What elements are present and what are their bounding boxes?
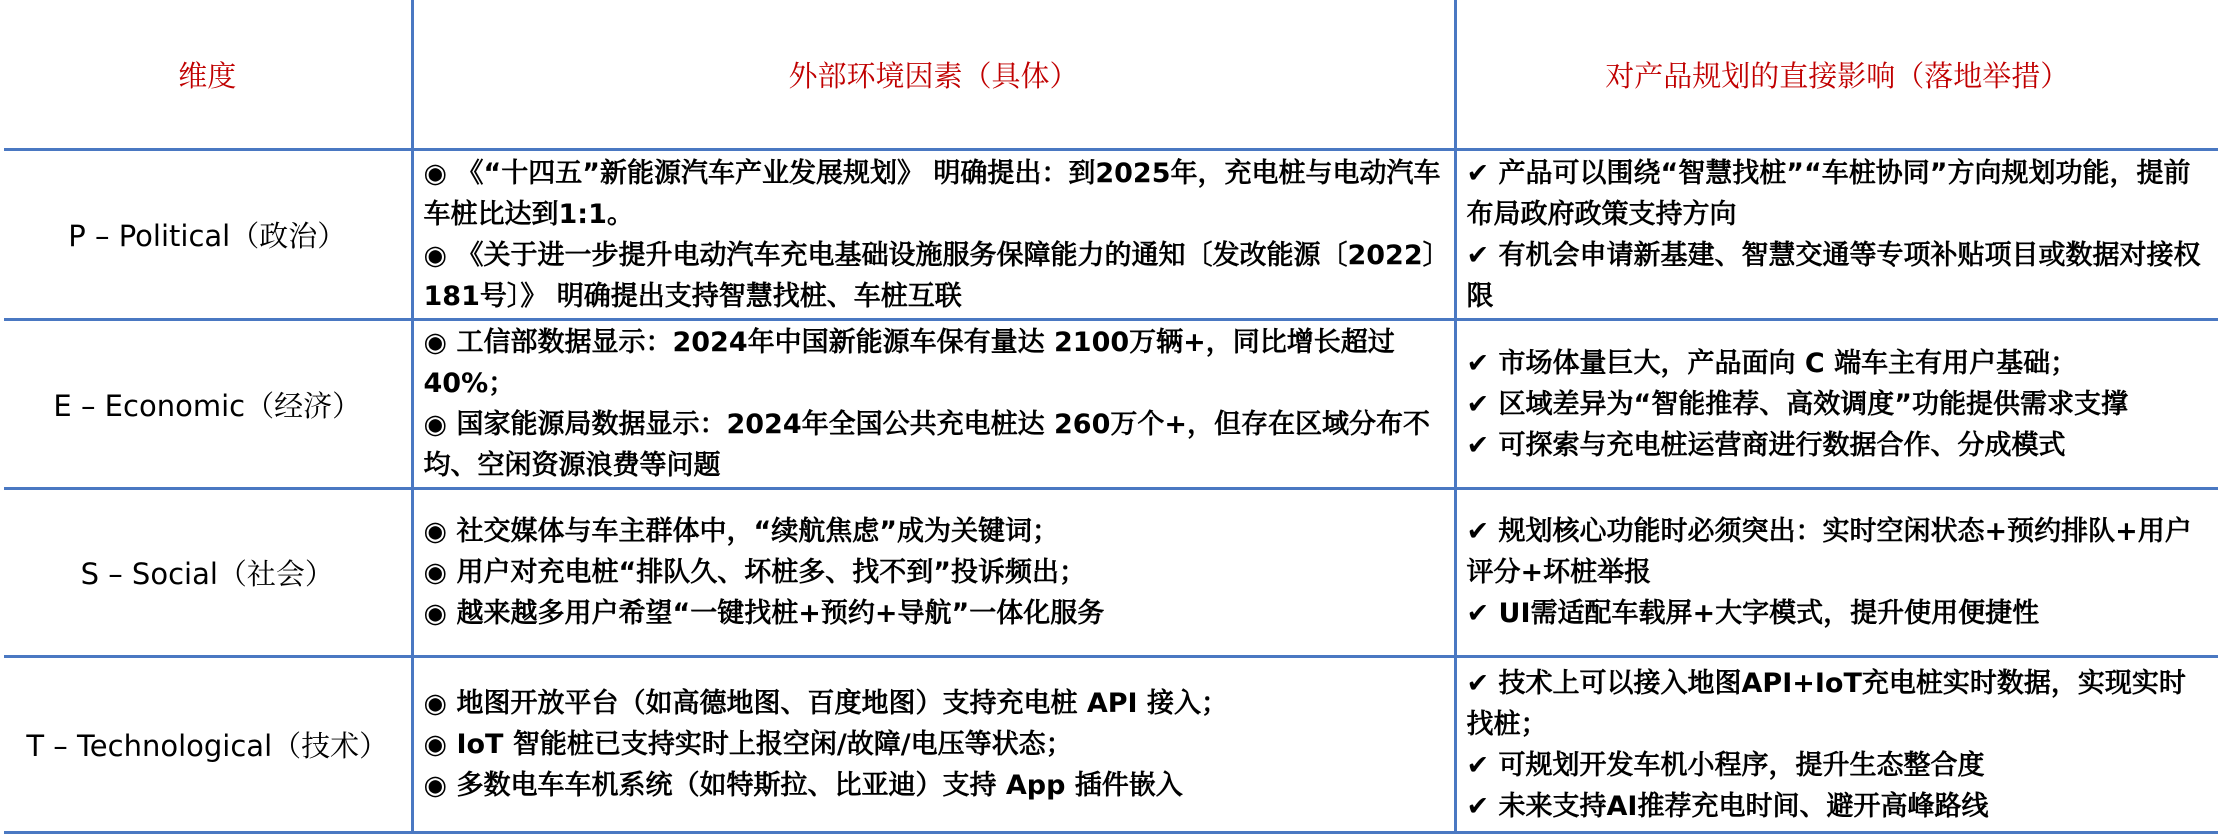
factor-item: ◉ 工信部数据显示：2024年中国新能源车保有量达 2100万辆+，同比增长超过40%； bbox=[423, 327, 1395, 399]
header-factors: 外部环境因素（具体） bbox=[412, 0, 1455, 150]
dimension-cell: P – Political（政治） bbox=[4, 150, 412, 320]
impact-item: ✔ 产品可以围绕“智慧找桩”“车桩协同”方向规划功能，提前布局政府政策支持方向 bbox=[1466, 157, 2191, 230]
impact-item: ✔ 区域差异为“智能推荐、高效调度”功能提供需求支撑 bbox=[1466, 388, 2129, 420]
factors-cell bbox=[412, 320, 1455, 489]
factor-item: ◉ 用户对充电桩“排队久、坏桩多、找不到”投诉频出； bbox=[423, 557, 1086, 588]
dimension-cell: E – Economic（经济） bbox=[4, 320, 412, 489]
table-row-technological bbox=[4, 657, 2218, 833]
factor-item: ◉ 多数电车车机系统（如特斯拉、比亚迪）支持 App 插件嵌入 bbox=[423, 770, 1183, 801]
header-impact: 对产品规划的直接影响（落地举措） bbox=[1455, 0, 2218, 150]
dimension-cell: S – Social（社会） bbox=[4, 489, 412, 657]
factor-item: ◉ IoT 智能桩已支持实时上报空闲/故障/电压等状态； bbox=[423, 729, 1073, 760]
impacts-cell bbox=[1455, 150, 2218, 320]
factor-item: ◉ 越来越多用户希望“一键找桩+预约+导航”一体化服务 bbox=[423, 598, 1105, 629]
dimension-cell: T – Technological（技术） bbox=[4, 657, 412, 833]
impact-item: ✔ 技术上可以接入地图API+IoT充电桩实时数据，实现实时找桩； bbox=[1466, 667, 2186, 740]
impacts-cell bbox=[1455, 657, 2218, 833]
impacts-cell bbox=[1455, 320, 2218, 489]
impact-item: ✔ 规划核心功能时必须突出：实时空闲状态+预约排队+用户评分+坏桩举报 bbox=[1466, 516, 2192, 588]
factor-item: ◉ 《“十四五”新能源汽车产业发展规划》 明确提出：到2025年，充电桩与电动汽车车桩比达到1:1。 bbox=[423, 157, 1441, 230]
table-row-economic bbox=[4, 320, 2218, 489]
factor-item: ◉ 地图开放平台（如高德地图、百度地图）支持充电桩 API 接入； bbox=[423, 688, 1228, 719]
header-dimension: 维度 bbox=[4, 0, 412, 150]
factors-cell bbox=[412, 489, 1455, 657]
header-row bbox=[4, 0, 2218, 150]
pest-analysis-table bbox=[4, 0, 2218, 834]
factors-cell bbox=[412, 657, 1455, 833]
impacts-cell bbox=[1455, 489, 2218, 657]
factor-item: ◉ 社交媒体与车主群体中，“续航焦虑”成为关键词； bbox=[423, 516, 1059, 547]
impact-item: ✔ 市场体量巨大，产品面向 C 端车主有用户基础； bbox=[1466, 347, 2078, 379]
impact-item: ✔ 未来支持AI推荐充电时间、避开高峰路线 bbox=[1466, 790, 1989, 822]
impact-item: ✔ 可探索与充电桩运营商进行数据合作、分成模式 bbox=[1466, 429, 2066, 461]
impact-item: ✔ UI需适配车载屏+大字模式，提升使用便捷性 bbox=[1466, 598, 2040, 629]
table-row-political bbox=[4, 150, 2218, 320]
factors-cell bbox=[412, 150, 1455, 320]
factor-item: ◉ 《关于进一步提升电动汽车充电基础设施服务保障能力的通知〔发改能源〔2022〕181号〕》 明确提出支持智慧找桩、车桩互联 bbox=[423, 239, 1437, 312]
table-row-social bbox=[4, 489, 2218, 657]
factor-item: ◉ 国家能源局数据显示：2024年全国公共充电桩达 260万个+，但存在区域分布不均、空闲资源浪费等问题 bbox=[423, 409, 1430, 481]
impact-item: ✔ 有机会申请新基建、智慧交通等专项补贴项目或数据对接权限 bbox=[1466, 239, 2201, 312]
impact-item: ✔ 可规划开发车机小程序，提升生态整合度 bbox=[1466, 749, 1985, 781]
